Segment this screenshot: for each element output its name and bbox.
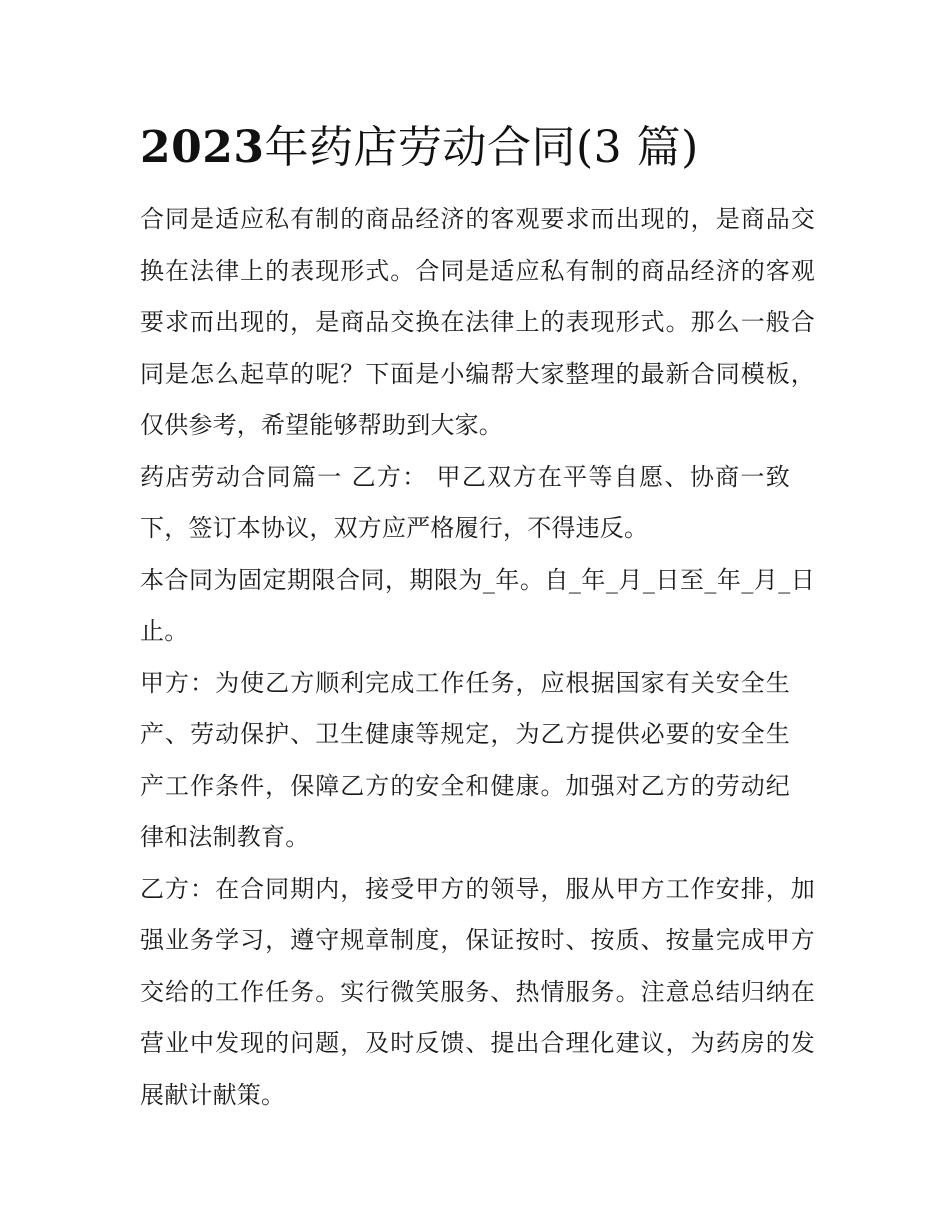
document-title <box>140 118 815 194</box>
intro-paragraph: 合同是适应私有制的商品经济的客观要求而出现的，是商品交换在法律上的表现形式。合同是适应私有制的商品经济的客观要求而出现的，是商品交换在法律上的表现形式。那么一般合同是怎么起草的呢？下面是小编帮大家整理的最新合同模板，仅供参考，希望能够帮助到大家。 <box>140 205 815 439</box>
section-one-paragraph: 药店劳动合同篇一 乙方： 甲乙双方在平等自愿、协商一致下，签订本协议，双方应严格履行，不得违反。 <box>140 462 790 542</box>
document-body <box>140 118 815 1121</box>
title-year: 2023 <box>140 122 265 173</box>
term-paragraph: 本合同为固定期限合同，期限为_年。自_年_月_日至_年_月_日止。 <box>140 565 815 645</box>
party-a-paragraph: 甲方：为使乙方顺利完成工作任务，应根据国家有关安全生产、劳动保护、卫生健康等规定，为乙方提供必要的安全生产工作条件，保障乙方的安全和健康。加强对乙方的劳动纪律和法制教育。 <box>140 668 790 851</box>
party-b-paragraph: 乙方：在合同期内，接受甲方的领导，服从甲方工作安排，加强业务学习，遵守规章制度，保证按时、按质、按量完成甲方交给的工作任务。实行微笑服务、热情服务。注意总结归纳在营业中发现的问题，及时反馈、提出合理化建议，为药房的发展献计献策。 <box>140 874 815 1109</box>
title-text: 年药店劳动合同(3 篇) <box>264 122 699 173</box>
